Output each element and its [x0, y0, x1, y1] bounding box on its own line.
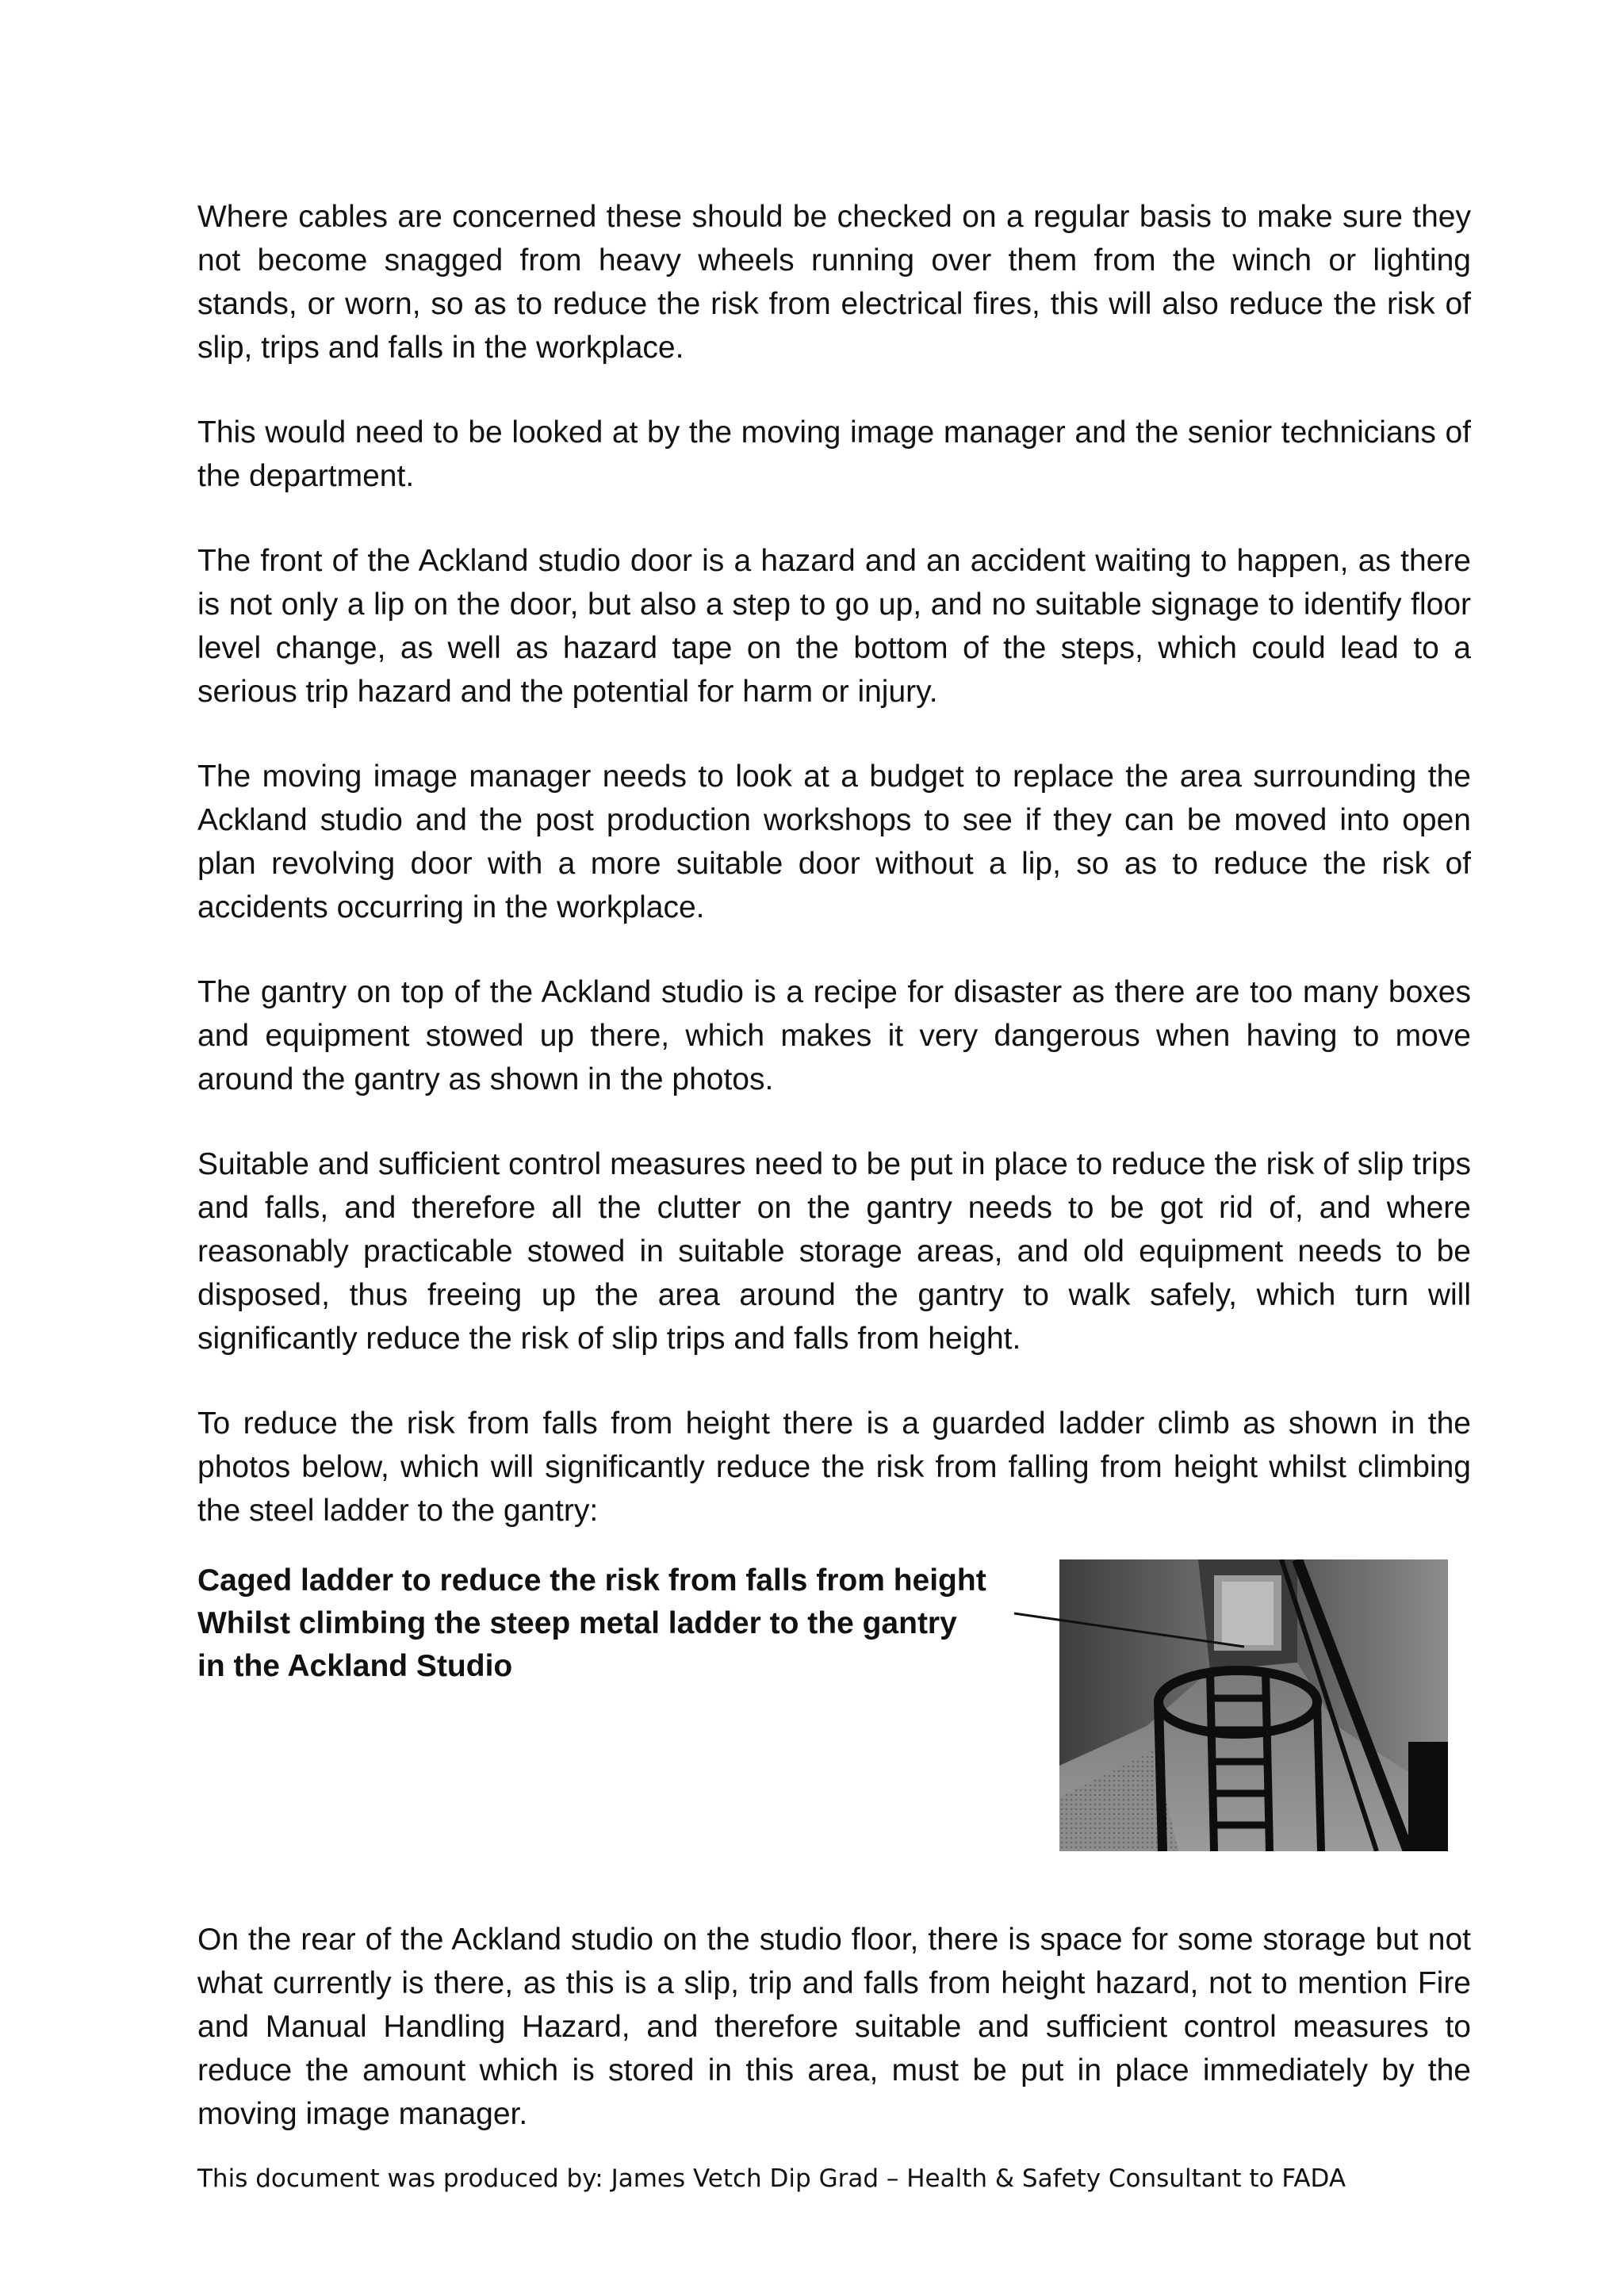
paragraph-budget: The moving image manager needs to look at a budget to replace the area surrounding the Ackland studio and the post production workshops to see if they can be moved into open plan revolving door with a more suitable door without a lip, so as to reduce the risk of accidents occurring in the workplace.	[197, 760, 1471, 924]
document-body	[197, 195, 1471, 2177]
caption-line: Caged ladder to reduce the risk from falls from height	[197, 1563, 986, 1598]
document-footer: This document was produced by: James Vetch Dip Grad – Health & Safety Consultant to FADA	[197, 2164, 1346, 2193]
paragraph-cables: Where cables are concerned these should be checked on a regular basis to make sure they not become snagged from heavy wheels running over them from the winch or lighting stands, or worn, so as to reduce the risk from electrical fires, this will also reduce the risk of slip, trips and falls in the workplace.	[197, 200, 1471, 365]
paragraph-gantry: The gantry on top of the Ackland studio is a recipe for disaster as there are too many boxes and equipment stowed up there, which makes it very dangerous when having to move around the gantry as shown in the photos.	[197, 975, 1471, 1096]
figure-caption	[197, 1559, 1054, 1688]
paragraph-rear-storage: On the rear of the Ackland studio on the studio floor, there is space for some storage but not what currently is there, as this is a slip, trip and falls from height hazard, not to mention Fire and Manual Handling Hazard, and therefore suitable and sufficient control measures to reduce the amount which is stored in this area, must be put in place immediately by the moving image manager.	[197, 1923, 1471, 2131]
ladder-figure	[197, 1559, 1471, 1851]
caption-line: in the Ackland Studio	[197, 1649, 513, 1683]
caption-line: Whilst climbing the steep metal ladder to the gantry	[197, 1606, 957, 1640]
paragraph-responsibility: This would need to be looked at by the moving image manager and the senior technicians of the department.	[197, 415, 1471, 493]
paragraph-control-measures: Suitable and sufficient control measures need to be put in place to reduce the risk of slip trips and falls, and therefore all the clutter on the gantry needs to be got rid of, and where reasonably practicable stowed in suitable storage areas, and old equipment needs to be disposed, thus freeing up the area around the gantry to walk safely, which turn will significantly reduce the risk of slip trips and falls from height.	[197, 1147, 1471, 1356]
caged-ladder-photo	[1059, 1559, 1448, 1851]
paragraph-ladder: To reduce the risk from falls from height there is a guarded ladder climb as shown in the photos below, which will significantly reduce the risk from falling from height whilst climbing the steel ladder to the gantry:	[197, 1406, 1471, 1528]
paragraph-studio-door: The front of the Ackland studio door is a hazard and an accident waiting to happen, as there is not only a lip on the door, but also a step to go up, and no suitable signage to identify floor level change, as well as hazard tape on the bottom of the steps, which could lead to a serious trip hazard and the potential for harm or injury.	[197, 544, 1471, 709]
